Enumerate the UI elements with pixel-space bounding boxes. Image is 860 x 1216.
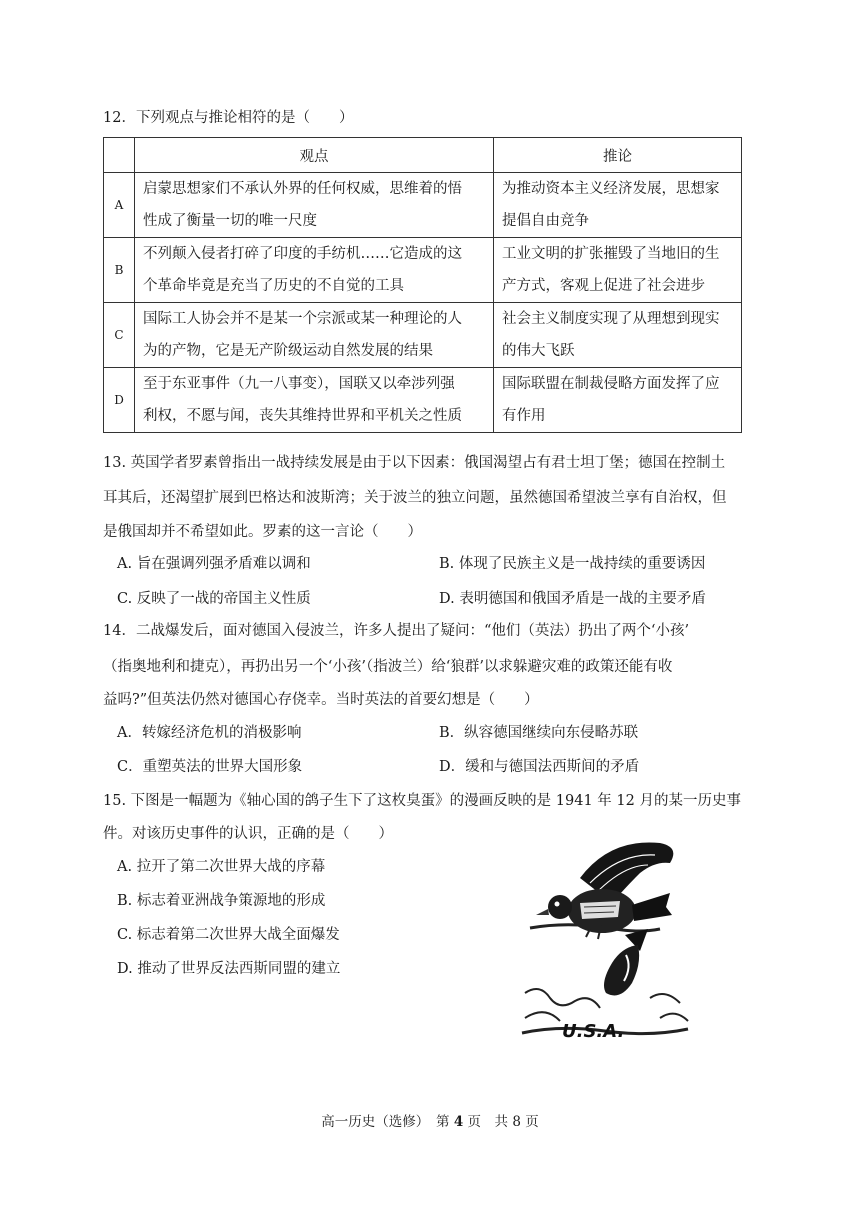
q13-option-b: B. 体现了民族主义是一战持续的重要诱因 <box>439 556 706 572</box>
view-line: 国际工人协会并不是某一个宗派或某一种理论的人 <box>143 311 462 327</box>
bomb-icon <box>604 929 648 995</box>
row-label: A <box>104 173 135 238</box>
q12-header-row <box>104 138 742 173</box>
view-line: 启蒙思想家们不承认外界的任何权威，思维着的悟 <box>143 181 462 197</box>
view-cell <box>135 173 494 238</box>
q13-option-c: C. 反映了一战的帝国主义性质 <box>117 591 311 607</box>
view-cell <box>135 238 494 303</box>
view-cell <box>135 368 494 433</box>
inference-line: 产方式，客观上促进了社会进步 <box>502 278 705 294</box>
q13-stem-line: 是俄国却并不希望如此。罗素的这一言论（ ） <box>103 524 422 540</box>
q14-stem-line: 益吗?”但英法仍然对德国心存侥幸。当时英法的首要幻想是（ ） <box>103 692 539 708</box>
q12-header-inference: 推论 <box>494 138 742 173</box>
q14-option-d: D．缓和与德国法西斯间的矛盾 <box>439 759 640 775</box>
q15-option-d: D. 推动了世界反法西斯同盟的建立 <box>117 961 341 977</box>
q14-option-a: A．转嫁经济危机的消极影响 <box>117 725 302 741</box>
q13-option-a: A. 旨在强调列强矛盾难以调和 <box>117 556 311 572</box>
view-line: 为的产物，它是无产阶级运动自然发展的结果 <box>143 343 433 359</box>
inference-line: 为推动资本主义经济发展，思想家 <box>502 181 720 197</box>
table-row <box>104 303 742 368</box>
q15-option-b: B. 标志着亚洲战争策源地的形成 <box>117 893 326 909</box>
q12-table <box>103 137 742 433</box>
inference-line: 提倡自由竞争 <box>502 213 589 229</box>
inference-cell <box>494 173 742 238</box>
page-footer <box>0 1110 860 1130</box>
row-label: C <box>104 303 135 368</box>
view-line: 至于东亚事件（九一八事变），国联又以牵涉列强 <box>143 376 455 392</box>
q15-option-c: C. 标志着第二次世界大战全面爆发 <box>117 927 340 943</box>
footer-suffix: 页 共 8 页 <box>463 1114 539 1130</box>
q14-stem-line: （指奥地利和捷克），再扔出另一个‘小孩’（指波兰）给‘狼群’以求躲避灾难的政策还能有收 <box>103 659 673 675</box>
inference-cell <box>494 303 742 368</box>
cartoon-caption: U.S.A. <box>562 1021 625 1042</box>
row-label: D <box>104 368 135 433</box>
inference-line: 国际联盟在制裁侵略方面发挥了应 <box>502 376 720 392</box>
footer-prefix: 高一历史（选修） 第 <box>321 1114 454 1130</box>
inference-line: 社会主义制度实现了从理想到现实 <box>502 311 720 327</box>
view-line: 利权，不愿与闻，丧失其维持世界和平机关之性质 <box>143 408 462 424</box>
inference-line: 有作用 <box>502 408 546 424</box>
q15-option-a: A. 拉开了第二次世界大战的序幕 <box>117 859 326 875</box>
inference-cell <box>494 368 742 433</box>
view-line: 性成了衡量一切的唯一尺度 <box>143 213 317 229</box>
footer-page-number: 4 <box>453 1114 464 1130</box>
q12-header-label <box>104 138 135 173</box>
q15-stem-line: 15. 下图是一幅题为《轴心国的鸽子生下了这枚臭蛋》的漫画反映的是 1941 年 12 月的某一历史事 <box>103 793 741 809</box>
q15-stem-line: 件。对该历史事件的认识，正确的是（ ） <box>103 826 393 842</box>
table-row <box>104 368 742 433</box>
q12-header-view: 观点 <box>135 138 494 173</box>
q13-stem-line: 13. 英国学者罗素曾指出一战持续发展是由于以下因素：俄国渴望占有君士坦丁堡；德国在控制土 <box>103 455 726 471</box>
q12-stem: 12．下列观点与推论相符的是（ ） <box>103 110 354 126</box>
q13-option-d: D. 表明德国和俄国矛盾是一战的主要矛盾 <box>439 591 706 607</box>
row-label: B <box>104 238 135 303</box>
inference-line: 工业文明的扩张摧毁了当地旧的生 <box>502 246 720 262</box>
q13-stem-line: 耳其后，还渴望扩展到巴格达和波斯湾；关于波兰的独立问题，虽然德国希望波兰享有自治权，但 <box>103 490 727 506</box>
inference-line: 的伟大飞跃 <box>502 343 575 359</box>
inference-cell <box>494 238 742 303</box>
q14-option-b: B．纵容德国继续向东侵略苏联 <box>439 725 639 741</box>
view-line: 不列颠入侵者打碎了印度的手纺机……它造成的这 <box>143 246 462 262</box>
q14-option-c: C．重塑英法的世界大国形象 <box>117 759 303 775</box>
view-line: 个革命毕竟是充当了历史的不自觉的工具 <box>143 278 404 294</box>
table-row <box>104 173 742 238</box>
axis-dove-bomb-cartoon <box>520 833 690 1043</box>
bird-illustration <box>530 842 673 939</box>
table-row <box>104 238 742 303</box>
q14-stem-line: 14．二战爆发后，面对德国入侵波兰，许多人提出了疑问：“他们（英法）扔出了两个‘小孩’ <box>103 623 690 639</box>
view-cell <box>135 303 494 368</box>
